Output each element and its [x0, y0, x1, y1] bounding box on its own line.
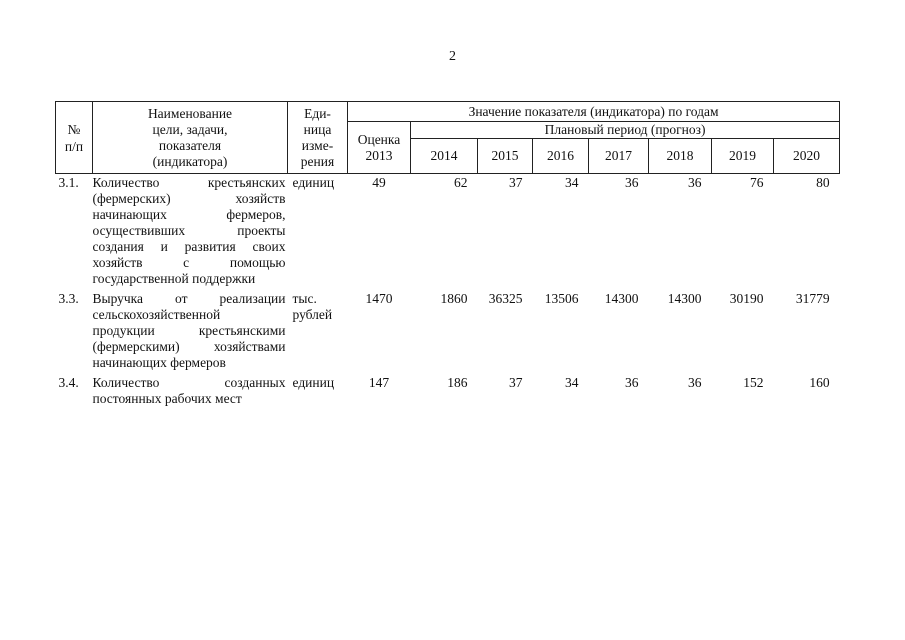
- page-number: 2: [449, 49, 456, 64]
- row-value: 49: [372, 175, 386, 190]
- header-values-group: Значение показателя (индикатора) по годам: [348, 102, 840, 122]
- row-value: 34: [565, 375, 579, 390]
- row-value: 36: [625, 375, 639, 390]
- row-name: Количество созданных постоянных рабочих мест: [92, 375, 286, 406]
- header-year: 2020: [774, 139, 840, 174]
- table-row: [56, 174, 840, 291]
- row-value: 160: [809, 375, 830, 390]
- table-row: [56, 374, 840, 410]
- row-value: 30190: [729, 291, 764, 306]
- row-value: 1860: [440, 291, 468, 306]
- indicators-table: [55, 101, 840, 410]
- header-plan-period: Плановый период (прогноз): [411, 122, 840, 139]
- row-number: 3.1.: [58, 175, 79, 190]
- row-value: 36: [625, 175, 639, 190]
- row-value: 36: [688, 375, 702, 390]
- row-value: 62: [454, 175, 468, 190]
- header-year: 2016: [533, 139, 589, 174]
- row-value: 34: [565, 175, 579, 190]
- header-unit: [288, 102, 348, 174]
- row-number: 3.3.: [58, 291, 79, 306]
- header-year: 2014: [411, 139, 478, 174]
- row-value: 80: [816, 175, 830, 190]
- table-row: [56, 290, 840, 374]
- row-value: 14300: [667, 291, 702, 306]
- header-year: 2018: [649, 139, 712, 174]
- header-year: 2017: [589, 139, 649, 174]
- row-name: Выручка от реализации сельскохозяйственной продукции крестьянскими (фермерскими) хозяйствами начинающих фермеров: [92, 291, 286, 370]
- header-name-text: Наименование цели, задачи, показателя (индикатора): [147, 105, 233, 169]
- row-value: 152: [743, 375, 764, 390]
- row-value: 37: [509, 175, 523, 190]
- row-value: 31779: [795, 291, 830, 306]
- row-value: 13506: [544, 291, 579, 306]
- row-unit: единиц: [292, 375, 335, 390]
- row-unit: единиц: [292, 175, 335, 190]
- header-estimate: [348, 122, 411, 174]
- row-name: Количество крестьянских (фермерских) хозяйств начинающих фермеров, осуществивших проекты создания и развития своих хозяйств с помощью государственной поддержки: [92, 175, 286, 286]
- header-estimate-text: Оценка 2013: [357, 131, 401, 163]
- row-value: 14300: [604, 291, 639, 306]
- header-year: 2019: [712, 139, 774, 174]
- row-value: 36325: [488, 291, 523, 306]
- row-value: 1470: [365, 291, 393, 306]
- header-number: [56, 102, 93, 174]
- row-value: 36: [688, 175, 702, 190]
- row-value: 186: [447, 375, 468, 390]
- header-unit-text: Еди- ница изме- рения: [300, 105, 335, 169]
- row-value: 37: [509, 375, 523, 390]
- row-value: 76: [750, 175, 764, 190]
- header-name: [93, 102, 288, 174]
- row-value: 147: [368, 375, 390, 390]
- row-unit: тыс. рублей: [292, 291, 333, 322]
- row-number: 3.4.: [58, 375, 79, 390]
- header-year: 2015: [478, 139, 533, 174]
- header-number-text: № п/п: [64, 121, 84, 154]
